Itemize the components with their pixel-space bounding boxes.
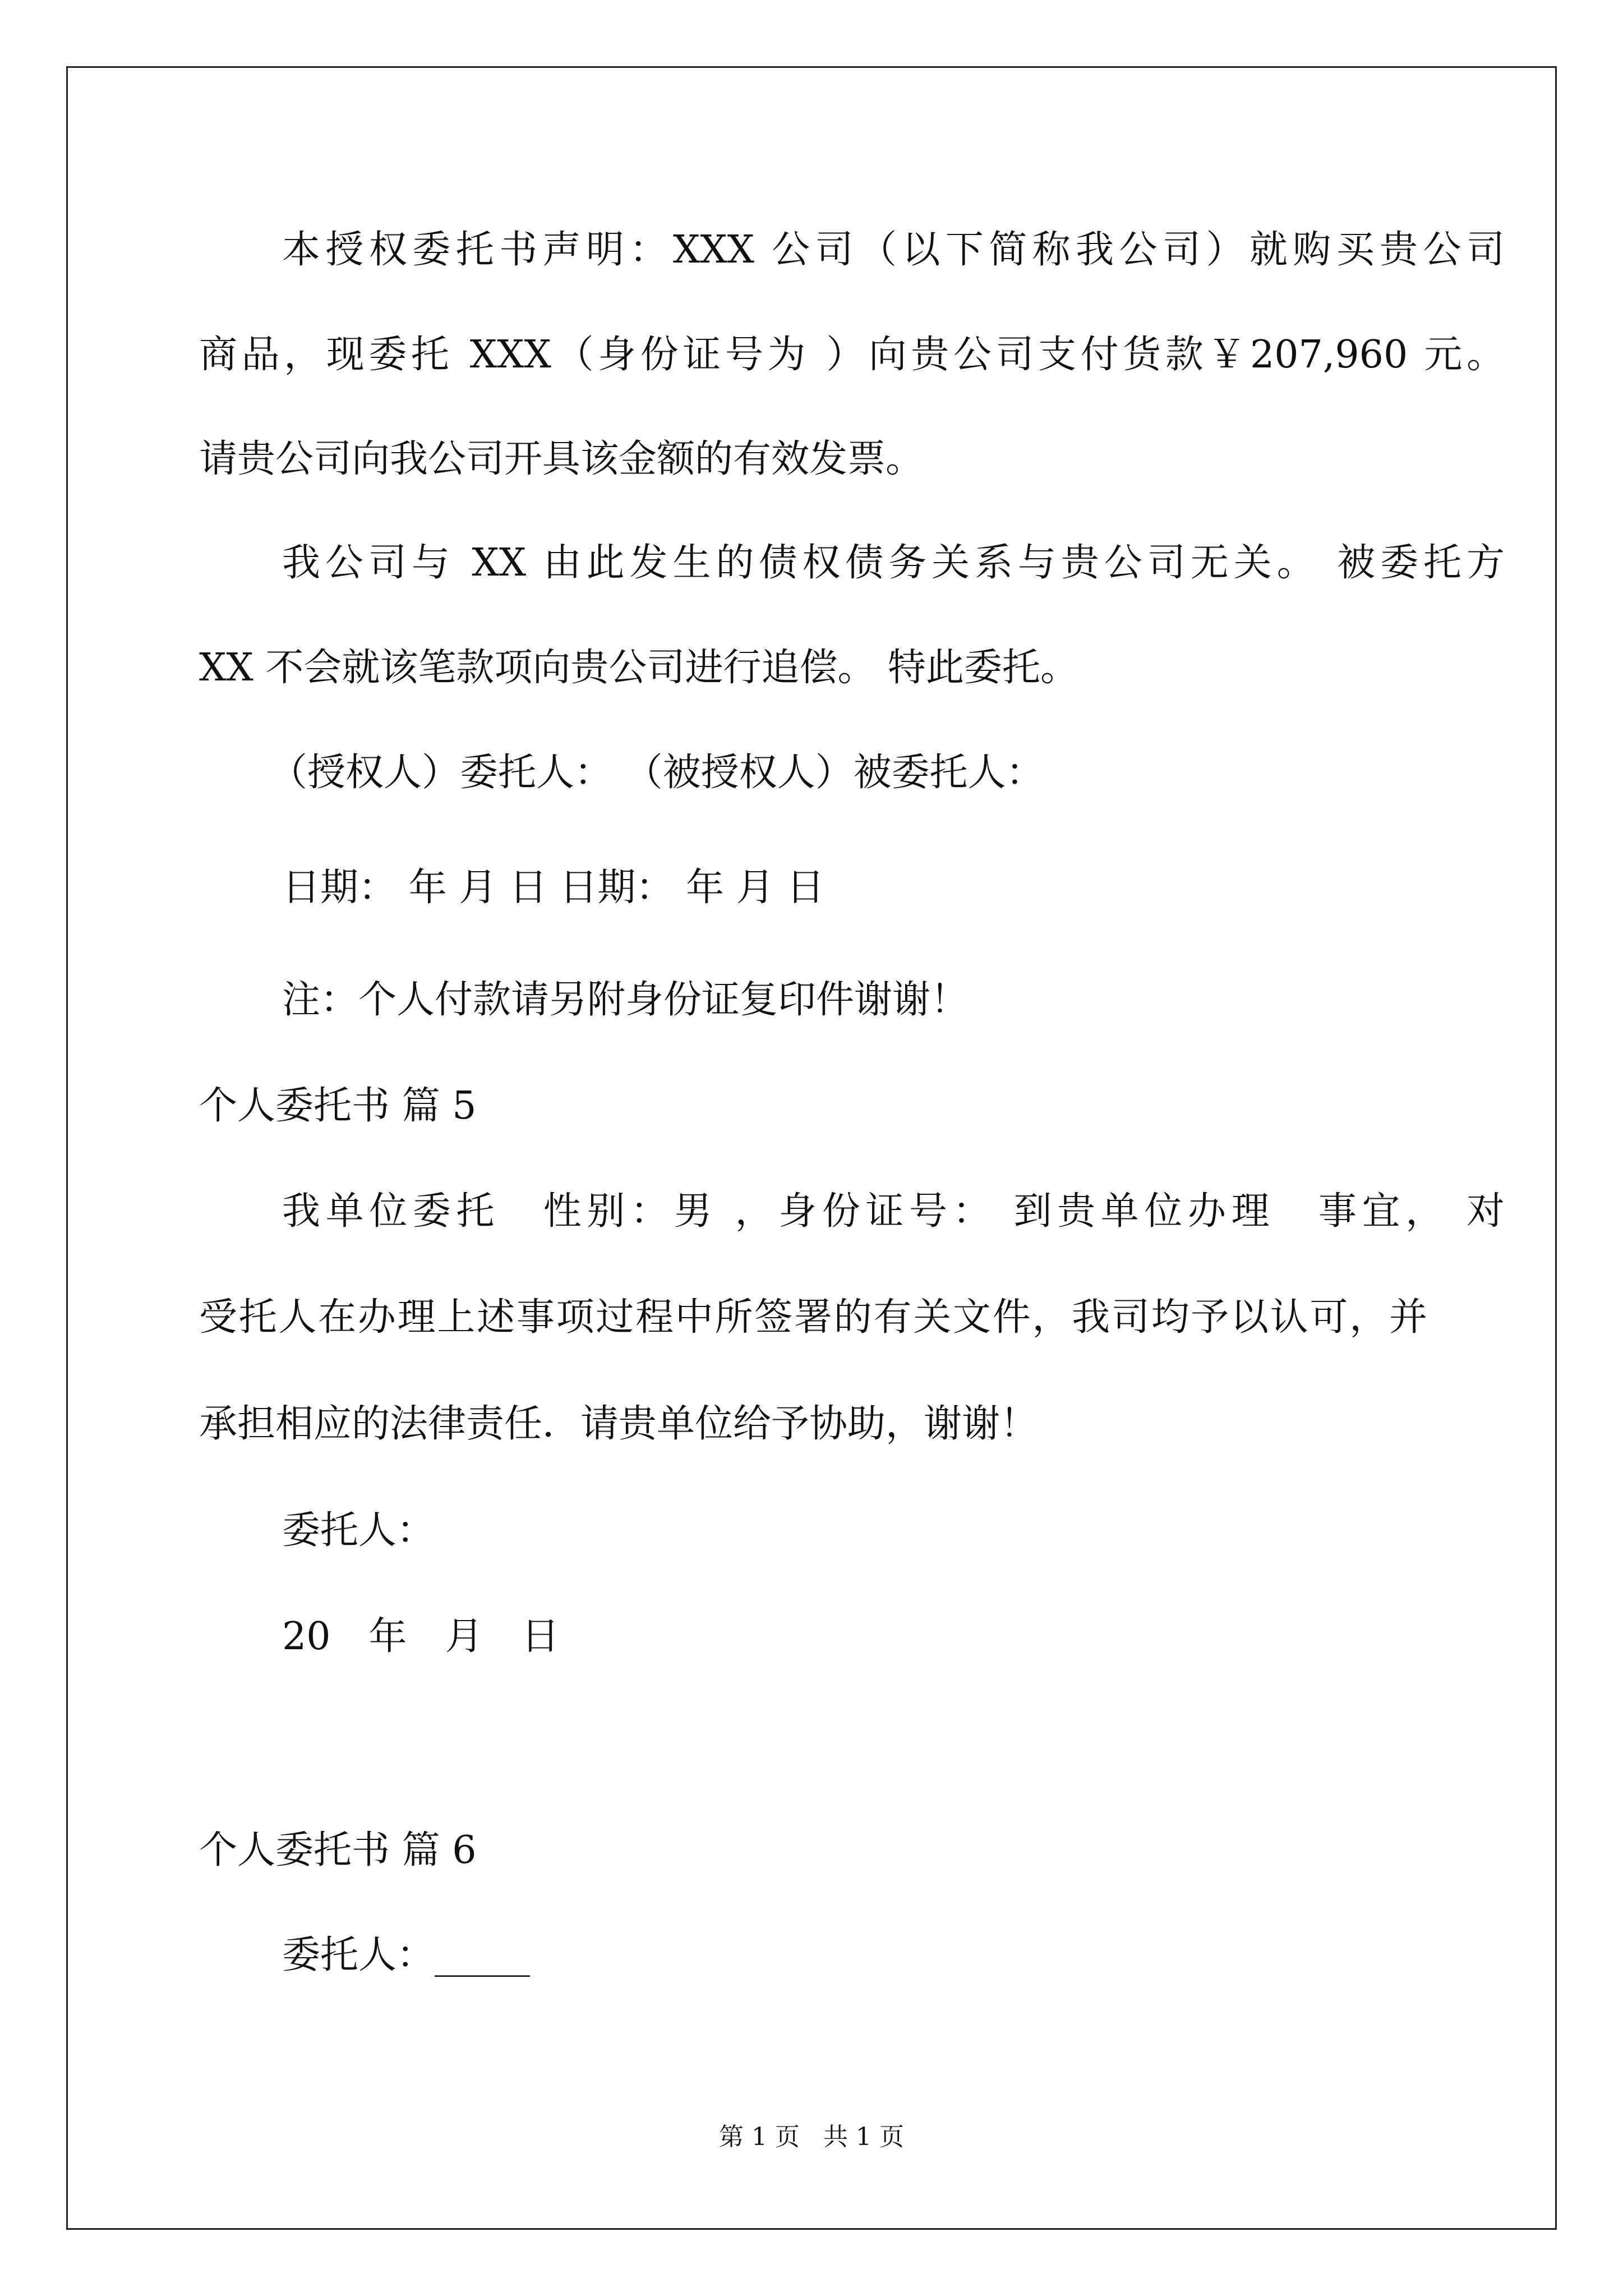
note-line: 注：个人付款请另附身份证复印件谢谢！ [282,978,969,1022]
paragraph-line: 我公司与 XX 由此发生的债权债务关系与贵公司无关。 被委托方 [282,541,1505,585]
paragraph-line: 承担相应的法律责任．请贵单位给予协助，谢谢！ [199,1402,1039,1446]
principal-label: 委托人： [282,1508,435,1553]
principal-field: 委托人：_____ [282,1933,531,1977]
signature-line: （授权人）委托人： （被授权人）被委托人： [269,751,1044,795]
page-footer [0,2125,1623,2150]
page-number: 第 1 页 [719,2123,800,2151]
page-border [66,66,1557,2230]
paragraph-line: XX 不会就该笔款项向贵公司进行追偿。 特此委托。 [199,646,1079,690]
section-heading: 个人委托书 篇 6 [199,1828,477,1872]
paragraph-line: 我单位委托 性别：男 ，身份证号： 到贵单位办理 事宜， 对 [282,1189,1505,1234]
page-total: 共 1 页 [823,2123,904,2151]
paragraph-line: 受托人在办理上述事项过程中所签署的有关文件，我司均予以认可，并 [199,1295,1427,1340]
paragraph-line: 本授权委托书声明：XXX 公司（以下简称我公司）就购买贵公司 [282,228,1505,272]
section-heading: 个人委托书 篇 5 [199,1084,477,1128]
paragraph-line: 商品，现委托 XXX（身份证号为 ）向贵公司支付货款￥207,960 元。 [199,333,1505,377]
date-line: 20 年 月 日 [282,1614,560,1659]
date-line: 日期： 年 月 日 日期： 年 月 日 [282,866,825,910]
paragraph-line: 请贵公司向我公司开具该金额的有效发票。 [199,437,924,481]
